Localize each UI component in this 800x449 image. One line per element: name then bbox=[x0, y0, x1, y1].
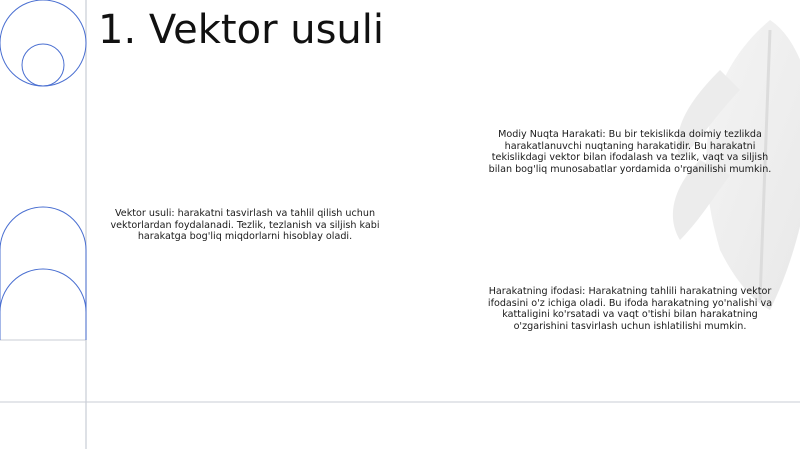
text-block-vector-method: Vektor usuli: harakatni tasvirlash va tahlil qilish uchun vektorlardan foydalanadi. Tezlik, tezlanish va siljish kabi harakatga bog'liq miqdorlarni hisoblay oladi. bbox=[110, 208, 380, 243]
text-block-motion-expression: Harakatning ifodasi: Harakatning tahlili harakatning vektor ifodasini o'z ichiga oladi. Bu ifoda harakatning yo'nalishi va kattaligini ko'rsatadi va vaqt o'tishi bilan harakatning o'zgarishini tasvirlash uchun ishlatilishi mumkin. bbox=[487, 286, 773, 332]
slide-title: 1. Vektor usuli bbox=[98, 7, 384, 53]
text-block-point-motion: Modiy Nuqta Harakati: Bu bir tekislikda doimiy tezlikda harakatlanuvchi nuqtaning harakatidir. Bu harakatni tekislikdagi vektor bilan ifodalash va tezlik, vaqt va siljish bilan bog'liq munosabatlar yordamida o'rganilishi mumkin. bbox=[488, 129, 772, 175]
